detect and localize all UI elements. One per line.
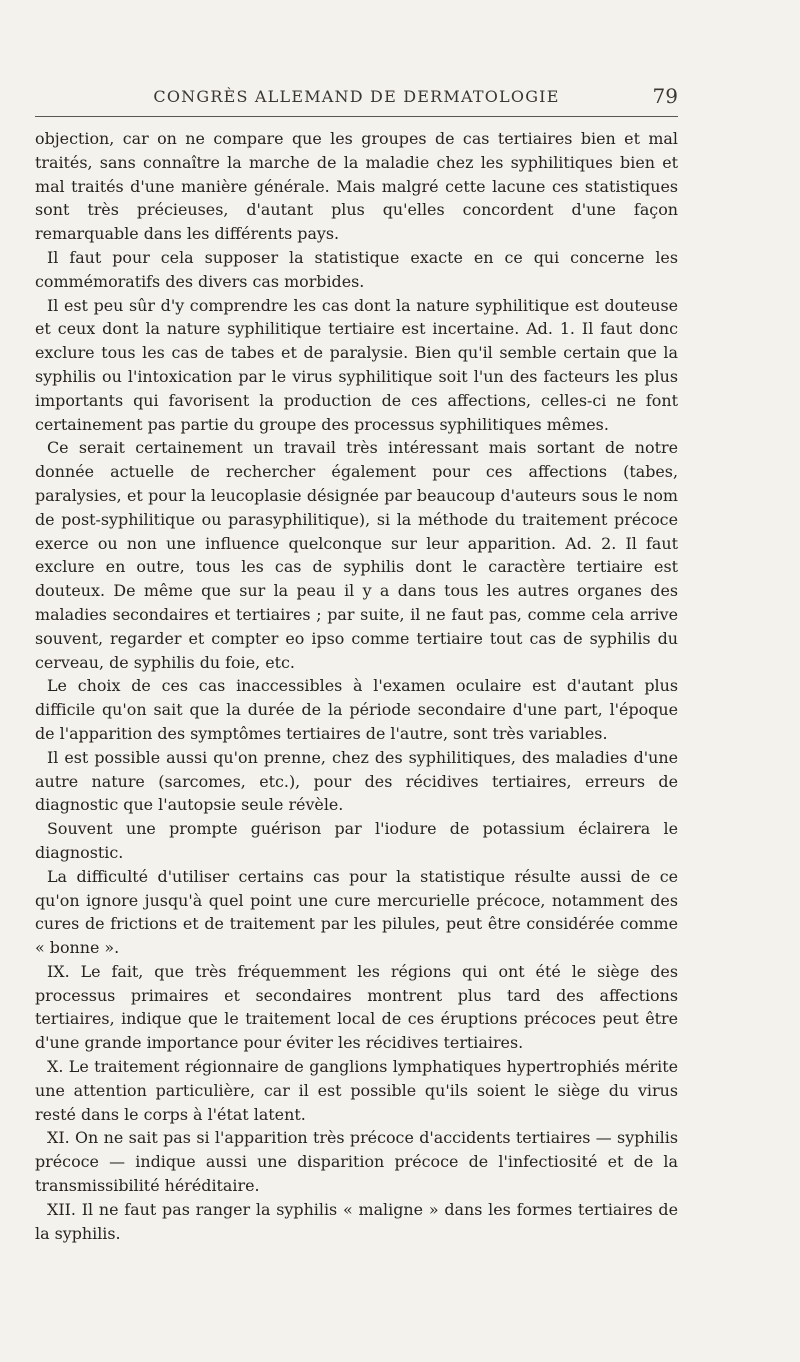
paragraph-1: objection, car on ne compare que les groupes de cas tertiaires bien et mal traités, sans connaître la marche de la maladie chez les syphilitiques bien et mal traités d'une manière générale. Mais malgré cette lacune ces statistiques sont très précieuses, d'autant plus qu'elles concordent d'une façon remarquable dans les différents pays. [35, 129, 678, 244]
page-number: 79 [652, 84, 678, 108]
running-head [35, 80, 678, 117]
book-page [35, 80, 678, 1245]
running-head-title: CONGRÈS ALLEMAND DE DERMATOLOGIE [153, 87, 560, 106]
paragraph-3: Il est peu sûr d'y comprendre les cas dont la nature syphilitique est douteuse et ceux dont la nature syphilitique tertiaire est incertaine. Ad. 1. Il faut donc exclure tous les cas de tabes et de paralysie. Bien qu'il semble certain que la syphilis ou l'intoxication par le virus syphilitique soit l'un des facteurs les plus importants qui favorisent la production de ces affections, celles-ci ne font certainement pas partie du groupe des processus syphilitiques mêmes. [35, 295, 678, 434]
paragraph-8: La difficulté d'utiliser certains cas pour la statistique résulte aussi de ce qu'on ignore jusqu'à quel point une cure mercurielle précoce, notamment des cures de frictions et de traitement par les pilules, peut être considérée comme « bonne ». [35, 866, 678, 958]
paragraph-6: Il est possible aussi qu'on prenne, chez des syphilitiques, des maladies d'une autre nature (sarcomes, etc.), pour des récidives tertiaires, erreurs de diagnostic que l'autopsie seule révèle. [35, 747, 678, 815]
paragraph-4: Ce serait certainement un travail très intéressant mais sortant de notre donnée actuelle de rechercher également pour ces affections (tabes, paralysies, et pour la leucoplasie désignée par beaucoup d'auteurs sous le nom de post-syphilitique ou parasyphilitique), si la méthode du traitement précoce exerce ou non une influence quelconque sur leur apparition. Ad. 2. Il faut exclure en outre, tous les cas de syphilis dont le caractère tertiaire est douteux. De même que sur la peau il y a dans tous les autres organes des maladies secondaires et tertiaires ; par suite, il ne faut pas, comme cela arrive souvent, regarder et compter eo ipso comme tertiaire tout cas de syphilis du cerveau, de syphilis du foie, etc. [35, 438, 678, 672]
paragraph-7: Souvent une prompte guérison par l'iodure de potassium éclairera le diagnostic. [35, 819, 678, 862]
paragraph-xi: XI. On ne sait pas si l'apparition très précoce d'accidents tertiaires — syphilis précoce — indique aussi une disparition précoce de l'infectiosité et de la transmissibilité héréditaire. [35, 1128, 678, 1196]
paragraph-2: Il faut pour cela supposer la statistique exacte en ce qui concerne les commémoratifs des divers cas morbides. [35, 247, 678, 291]
paragraph-5: Le choix de ces cas inaccessibles à l'examen oculaire est d'autant plus difficile qu'on sait que la durée de la période secondaire d'une part, l'époque de l'apparition des symptômes tertiaires de l'autre, sont très variables. [35, 676, 678, 743]
paragraph-ix: IX. Le fait, que très fréquemment les régions qui ont été le siège des processus primaires et secondaires montrent plus tard des affections tertiaires, indique que le traitement local de ces éruptions précoces peut être d'une grande importance pour éviter les récidives tertiaires. [35, 961, 678, 1053]
body-text [35, 127, 678, 1245]
paragraph-x: X. Le traitement régionnaire de ganglions lymphatiques hypertrophiés mérite une attention particulière, car il est possible qu'ils soient le siège du virus resté dans le corps à l'état latent. [35, 1057, 678, 1124]
paragraph-xii: XII. Il ne faut pas ranger la syphilis « maligne » dans les formes tertiaires de la syphilis. [35, 1199, 678, 1243]
